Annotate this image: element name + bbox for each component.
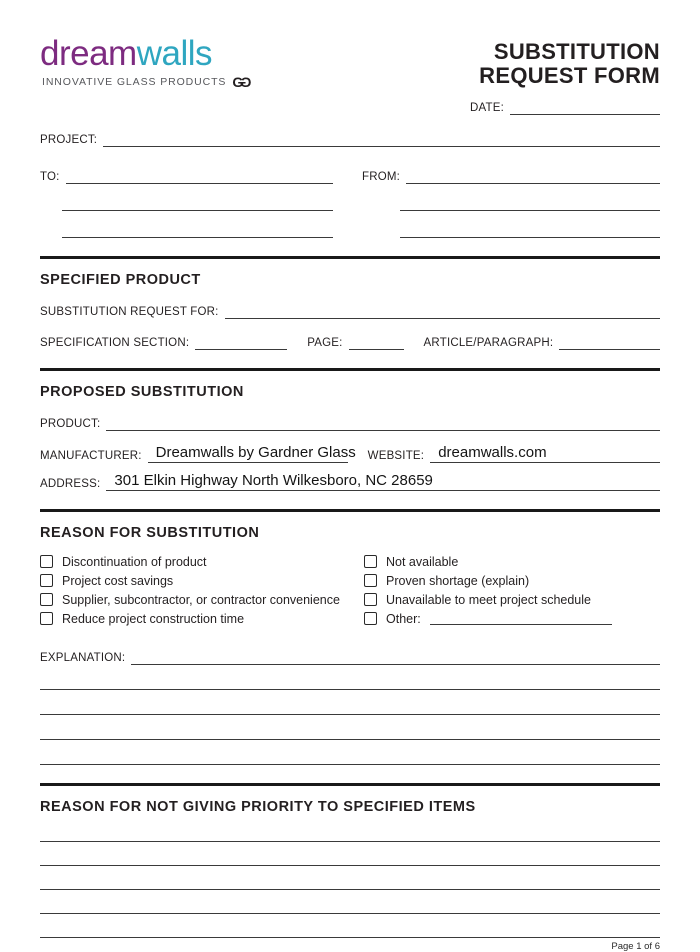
checkbox-row-reduce-time: [40, 609, 364, 628]
checkbox-not-available[interactable]: [364, 555, 377, 568]
from-label: FROM:: [362, 171, 401, 183]
address-label: ADDRESS:: [40, 478, 101, 490]
checkbox-row-convenience: [40, 590, 364, 609]
explanation-row: [40, 649, 660, 665]
product-row: [40, 415, 660, 431]
date-field[interactable]: [510, 114, 660, 115]
form-title-line1: SUBSTITUTION: [493, 39, 660, 64]
checkbox-label: Supplier, subcontractor, or contractor convenience: [62, 592, 340, 607]
checkbox-label: Reduce project construction time: [62, 611, 245, 626]
checkbox-label: Proven shortage (explain): [386, 573, 530, 588]
checkbox-label: Other:: [386, 611, 421, 626]
checkbox-supplier-convenience[interactable]: [40, 593, 53, 606]
from-row-2: [362, 184, 660, 211]
checkbox-row-discontinuation: [40, 552, 364, 571]
other-field[interactable]: [430, 624, 612, 625]
address-field[interactable]: [106, 473, 660, 492]
to-row-1: [40, 157, 333, 184]
address-value: 301 Elkin Highway North Wilkesboro, NC 28659: [114, 471, 433, 489]
priority-line[interactable]: [40, 866, 660, 890]
page-label: PAGE:: [307, 337, 343, 349]
checkbox-reduce-construction-time[interactable]: [40, 612, 53, 625]
checkbox-row-other: [364, 609, 660, 628]
date-row: [40, 97, 660, 115]
explanation-line[interactable]: [40, 690, 660, 715]
from-row-3: [362, 211, 660, 238]
reason-checkbox-column-left: [40, 552, 364, 628]
monogram-letter-1: G: [232, 74, 242, 90]
to-row-2: [40, 184, 333, 211]
title-block: [479, 36, 660, 88]
priority-line[interactable]: [40, 842, 660, 866]
monogram-letter-2: G: [241, 74, 252, 90]
substitution-request-for-label: SUBSTITUTION REQUEST FOR:: [40, 306, 219, 318]
brand-wordmark-walls: walls: [136, 34, 213, 73]
to-from-gap: [333, 157, 362, 238]
product-label: PRODUCT:: [40, 418, 101, 430]
from-field-1[interactable]: [406, 183, 660, 184]
article-paragraph-field[interactable]: [559, 349, 660, 350]
from-field-3[interactable]: [400, 237, 660, 238]
checkbox-discontinuation-of-product[interactable]: [40, 555, 53, 568]
to-field-1[interactable]: [66, 183, 333, 184]
to-label: TO:: [40, 171, 60, 183]
proposed-substitution-heading: PROPOSED SUBSTITUTION: [40, 384, 244, 400]
product-field[interactable]: [106, 430, 660, 431]
page-indicator: Page 1 of 6: [611, 941, 660, 952]
reason-checkbox-column-right: [364, 552, 660, 628]
website-value: dreamwalls.com: [438, 443, 547, 461]
checkbox-row-unavailable-schedule: [364, 590, 660, 609]
form-title: [479, 40, 660, 88]
page-field[interactable]: [349, 349, 404, 350]
specification-section-label: SPECIFICATION SECTION:: [40, 337, 190, 349]
form-title-line2: REQUEST FORM: [479, 63, 660, 89]
manufacturer-label: MANUFACTURER:: [40, 450, 142, 462]
checkbox-label: Project cost savings: [62, 573, 174, 588]
date-label: DATE:: [469, 102, 504, 114]
article-paragraph-label: ARTICLE/PARAGRAPH:: [423, 337, 554, 349]
project-label: PROJECT:: [40, 134, 98, 146]
checkbox-label: Discontinuation of product: [62, 554, 207, 569]
priority-line[interactable]: [40, 890, 660, 914]
dreamwalls-logo: [40, 36, 251, 89]
explanation-line[interactable]: [40, 665, 660, 690]
substitution-request-for-field[interactable]: [225, 318, 660, 319]
gardner-glass-monogram-icon: [232, 75, 251, 89]
from-field-2[interactable]: [400, 210, 660, 211]
website-field[interactable]: [430, 445, 660, 464]
checkbox-label: Unavailable to meet project schedule: [386, 592, 591, 607]
section-divider: [40, 783, 660, 786]
to-from-grid: [40, 157, 660, 238]
checkbox-other[interactable]: [364, 612, 377, 625]
priority-line[interactable]: [40, 815, 660, 842]
website-label: WEBSITE:: [367, 450, 425, 462]
checkbox-label: Not available: [386, 554, 459, 569]
project-field[interactable]: [103, 146, 660, 147]
section-divider: [40, 256, 660, 259]
explanation-field[interactable]: [131, 664, 660, 665]
from-row-1: [362, 157, 660, 184]
brand-wordmark: [40, 36, 251, 71]
checkbox-project-cost-savings[interactable]: [40, 574, 53, 587]
reason-for-substitution-heading: REASON FOR SUBSTITUTION: [40, 525, 260, 541]
from-column: [362, 157, 660, 238]
project-row: [40, 131, 660, 147]
specification-section-row: [40, 334, 660, 350]
checkbox-row-not-available: [364, 552, 660, 571]
explanation-line[interactable]: [40, 715, 660, 740]
checkbox-row-cost-savings: [40, 571, 364, 590]
to-field-3[interactable]: [62, 237, 333, 238]
section-divider: [40, 509, 660, 512]
priority-heading: REASON FOR NOT GIVING PRIORITY TO SPECIFIED ITEMS: [40, 799, 476, 815]
manufacturer-value: Dreamwalls by Gardner Glass: [155, 443, 356, 461]
logo-subline: [42, 75, 251, 89]
manufacturer-field[interactable]: [148, 443, 356, 464]
section-divider: [40, 368, 660, 371]
address-row: [40, 471, 660, 491]
specification-section-field[interactable]: [195, 349, 287, 350]
reason-checkbox-grid: [40, 552, 660, 628]
priority-line[interactable]: [40, 914, 660, 938]
brand-wordmark-dream: dream: [40, 34, 137, 73]
checkbox-proven-shortage[interactable]: [364, 574, 377, 587]
specified-product-heading: SPECIFIED PRODUCT: [40, 272, 201, 288]
checkbox-unavailable-to-meet-schedule[interactable]: [364, 593, 377, 606]
to-column: [40, 157, 333, 238]
to-row-3: [40, 211, 333, 238]
explanation-line[interactable]: [40, 740, 660, 765]
to-field-2[interactable]: [62, 210, 333, 211]
substitution-request-for-row: [40, 303, 660, 319]
form-header: [40, 36, 660, 89]
logo-tagline: INNOVATIVE GLASS PRODUCTS: [42, 75, 227, 88]
explanation-label: EXPLANATION:: [40, 652, 126, 664]
checkbox-row-proven-shortage: [364, 571, 660, 590]
manufacturer-website-row: [40, 443, 660, 463]
